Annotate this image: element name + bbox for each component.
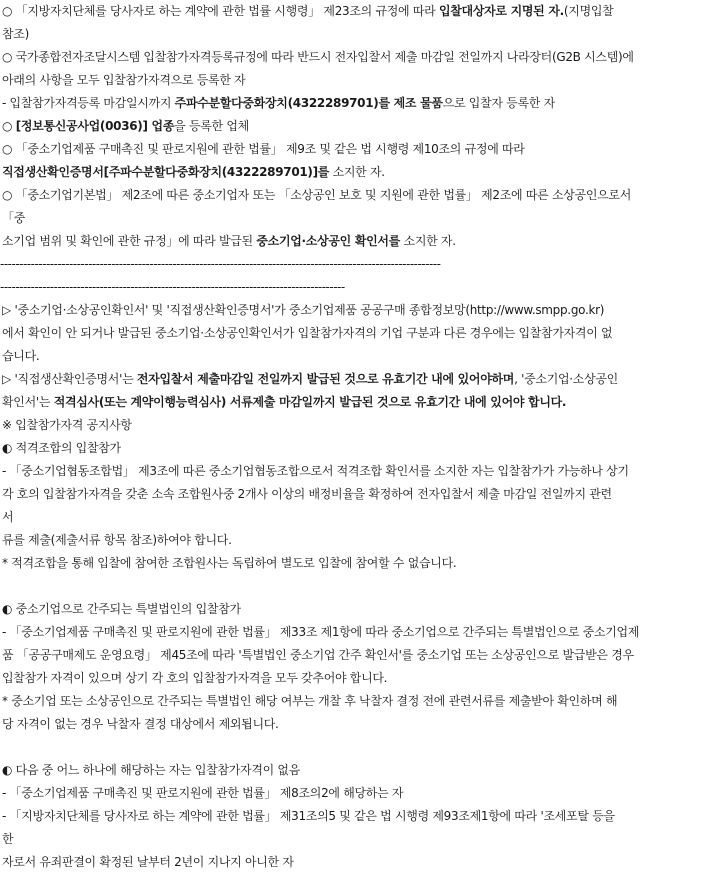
text-line [0, 230, 718, 253]
text-line [0, 391, 718, 414]
bold-text: 중소기업·소상공인 확인서를 [256, 234, 401, 248]
text-segment: ○ 「지방자치단체를 당사자로 하는 계약에 관한 법률 시행령」 제23조의 규정에 따라 [2, 4, 439, 18]
text-segment: (지명입찰 [563, 4, 614, 18]
text-segment: 에서 확인이 안 되거나 발급된 중소기업·소상공인확인서가 입찰참가자격의 기업 구분과 다른 경우에는 입찰참가자격이 없 [2, 326, 613, 340]
text-segment: ▷ '중소기업·소상공인확인서' 및 '직접생산확인증명서'가 중소기업제품 공공구매 종합정보망(http://www.smpp.go.kr) [2, 303, 605, 317]
text-segment: 을 등록한 업체 [174, 119, 249, 133]
text-line [0, 598, 718, 621]
text-line [0, 299, 718, 322]
text-segment: 습니다. [2, 349, 40, 363]
text-segment: 으로 입찰자 등록한 자 [442, 96, 555, 110]
blank-line [0, 575, 718, 598]
text-line [0, 759, 718, 782]
text-segment: ◐ 다음 중 어느 하나에 해당하는 자는 입찰참가자격이 없음 [2, 763, 301, 777]
text-segment: ▷ '직접생산확인증명서'는 [2, 372, 137, 386]
text-line [0, 207, 718, 230]
text-line [0, 184, 718, 207]
text-line [0, 161, 718, 184]
text-line [0, 644, 718, 667]
text-line [0, 483, 718, 506]
text-segment: 아래의 사항을 모두 입찰참가자격으로 등록한 자 [2, 73, 246, 87]
text-line [0, 713, 718, 736]
text-line [0, 805, 718, 828]
text-line [0, 690, 718, 713]
text-segment: 한 [2, 832, 14, 846]
text-segment: - 「중소기업제품 구매촉진 및 판로지원에 관한 법률」 제8조의2에 해당하는 자 [2, 786, 404, 800]
text-line [0, 621, 718, 644]
text-segment: 확인서'는 [2, 395, 54, 409]
text-line [0, 92, 718, 115]
text-line [0, 138, 718, 161]
text-line [0, 506, 718, 529]
text-line [0, 46, 718, 69]
text-line [0, 828, 718, 851]
text-line [0, 322, 718, 345]
text-segment: 참조) [2, 27, 29, 41]
text-segment: * 적격조합을 통해 입찰에 참여한 조합원사는 독립하여 별도로 입찰에 참여할 수 없습니다. [2, 556, 457, 570]
text-segment: 서 [2, 510, 14, 524]
text-segment: 소기업 범위 및 확인에 관한 규정」에 따라 발급된 [2, 234, 257, 248]
text-line [0, 115, 718, 138]
text-line [0, 345, 718, 368]
blank-line [0, 736, 718, 759]
text-segment: - 「지방자치단체를 당사자로 하는 계약에 관한 법률」 제31조의5 및 같은 법 시행령 제93조제1항에 따라 '조세포탈 등을 [2, 809, 615, 823]
bold-text: 직접생산확인증명서[주파수분할다중화장치(4322289701)]를 [2, 165, 330, 179]
text-line [0, 552, 718, 575]
text-segment: 「중 [2, 211, 25, 225]
text-line [0, 437, 718, 460]
text-segment: 품 「공공구매제도 운영요령」 제45조에 따라 '특별법인 중소기업 간주 확인서'를 중소기업 또는 소상공인으로 발급받은 경우 [2, 648, 634, 662]
text-segment: - 「중소기업제품 구매촉진 및 판로지원에 관한 법률」 제33조 제1항에 따라 중소기업으로 간주되는 특별법인으로 중소기업제 [2, 625, 640, 639]
text-line [0, 23, 718, 46]
text-line [0, 368, 718, 391]
text-line [0, 529, 718, 552]
text-segment: ◐ 적격조합의 입찰참가 [2, 441, 121, 455]
bold-text: 주파수분할다중화장치(4322289701)를 제조 물품 [174, 96, 443, 110]
text-segment: ○ 「중소기업기본법」 제2조에 따른 중소기업자 또는 「소상공인 보호 및 지원에 관한 법률」 제2조에 따른 소상공인으로서 [2, 188, 631, 202]
text-segment: ※ 입찰참가자격 공지사항 [2, 418, 132, 432]
text-segment: 소지한 자. [400, 234, 456, 248]
text-line [0, 0, 718, 23]
text-segment: , '중소기업·소상공인 [514, 372, 618, 386]
text-segment: 소지한 자. [329, 165, 385, 179]
text-segment: 각 호의 입찰참가자격을 갖춘 소속 조합원사중 2개사 이상의 배정비율을 확정하여 전자입찰서 제출 마감일 전일까지 관련 [2, 487, 612, 501]
text-segment: 입찰참가 자격이 있으며 상기 각 호의 입찰참가자격을 모두 갖추어야 합니다. [2, 671, 388, 685]
separator-line: ------------------------------------------------------------------------------------------ [0, 280, 345, 294]
text-segment: 당 자격이 없는 경우 낙찰자 결정 대상에서 제외됩니다. [2, 717, 279, 731]
text-segment: 자로서 유죄판결이 확정된 날부터 2년이 지나지 아니한 자 [2, 855, 294, 869]
text-segment: * 중소기업 또는 소상공인으로 간주되는 특별법인 해당 여부는 개찰 후 낙찰자 결정 전에 관련서류를 제출받아 확인하며 해 [2, 694, 618, 708]
bold-text: 전자입찰서 제출마감일 전일까지 발급된 것으로 유효기간 내에 있어야하며 [136, 372, 515, 386]
bold-text: [정보통신공사업(0036)] 업종 [15, 119, 175, 133]
text-line [0, 782, 718, 805]
text-segment: - 「중소기업협동조합법」 제3조에 따른 중소기업협동조합으로서 적격조합 확인서를 소지한 자는 입찰참가가 가능하나 상기 [2, 464, 629, 478]
text-segment: ◐ 중소기업으로 간주되는 특별법인의 입찰참가 [2, 602, 241, 616]
text-line [0, 667, 718, 690]
text-line [0, 460, 718, 483]
text-line [0, 851, 718, 874]
text-line [0, 69, 718, 92]
bold-text: 입찰대상자로 지명된 자. [438, 4, 564, 18]
text-line [0, 414, 718, 437]
text-segment: ○ 국가종합전자조달시스템 입찰참가자격등록규정에 따라 반드시 전자입찰서 제출 마감일 전일까지 나라장터(G2B 시스템)에 [2, 50, 634, 64]
text-segment: 류를 제출(제출서류 항목 참조)하여야 합니다. [2, 533, 232, 547]
text-segment: - 입찰참가자격등록 마감일시까지 [2, 96, 175, 110]
separator-line: ------------------------------------------------------------------------------------------------------------------- [0, 257, 441, 271]
text-segment: ○ 「중소기업제품 구매촉진 및 판로지원에 관한 법률」 제9조 및 같은 법 시행령 제10조의 규정에 따라 [2, 142, 525, 156]
text-segment: ○ [2, 119, 16, 133]
bold-text: 적격심사(또는 계약이행능력심사) 서류제출 마감일까지 발급된 것으로 유효기간 내에 있어야 합니다. [53, 395, 567, 409]
